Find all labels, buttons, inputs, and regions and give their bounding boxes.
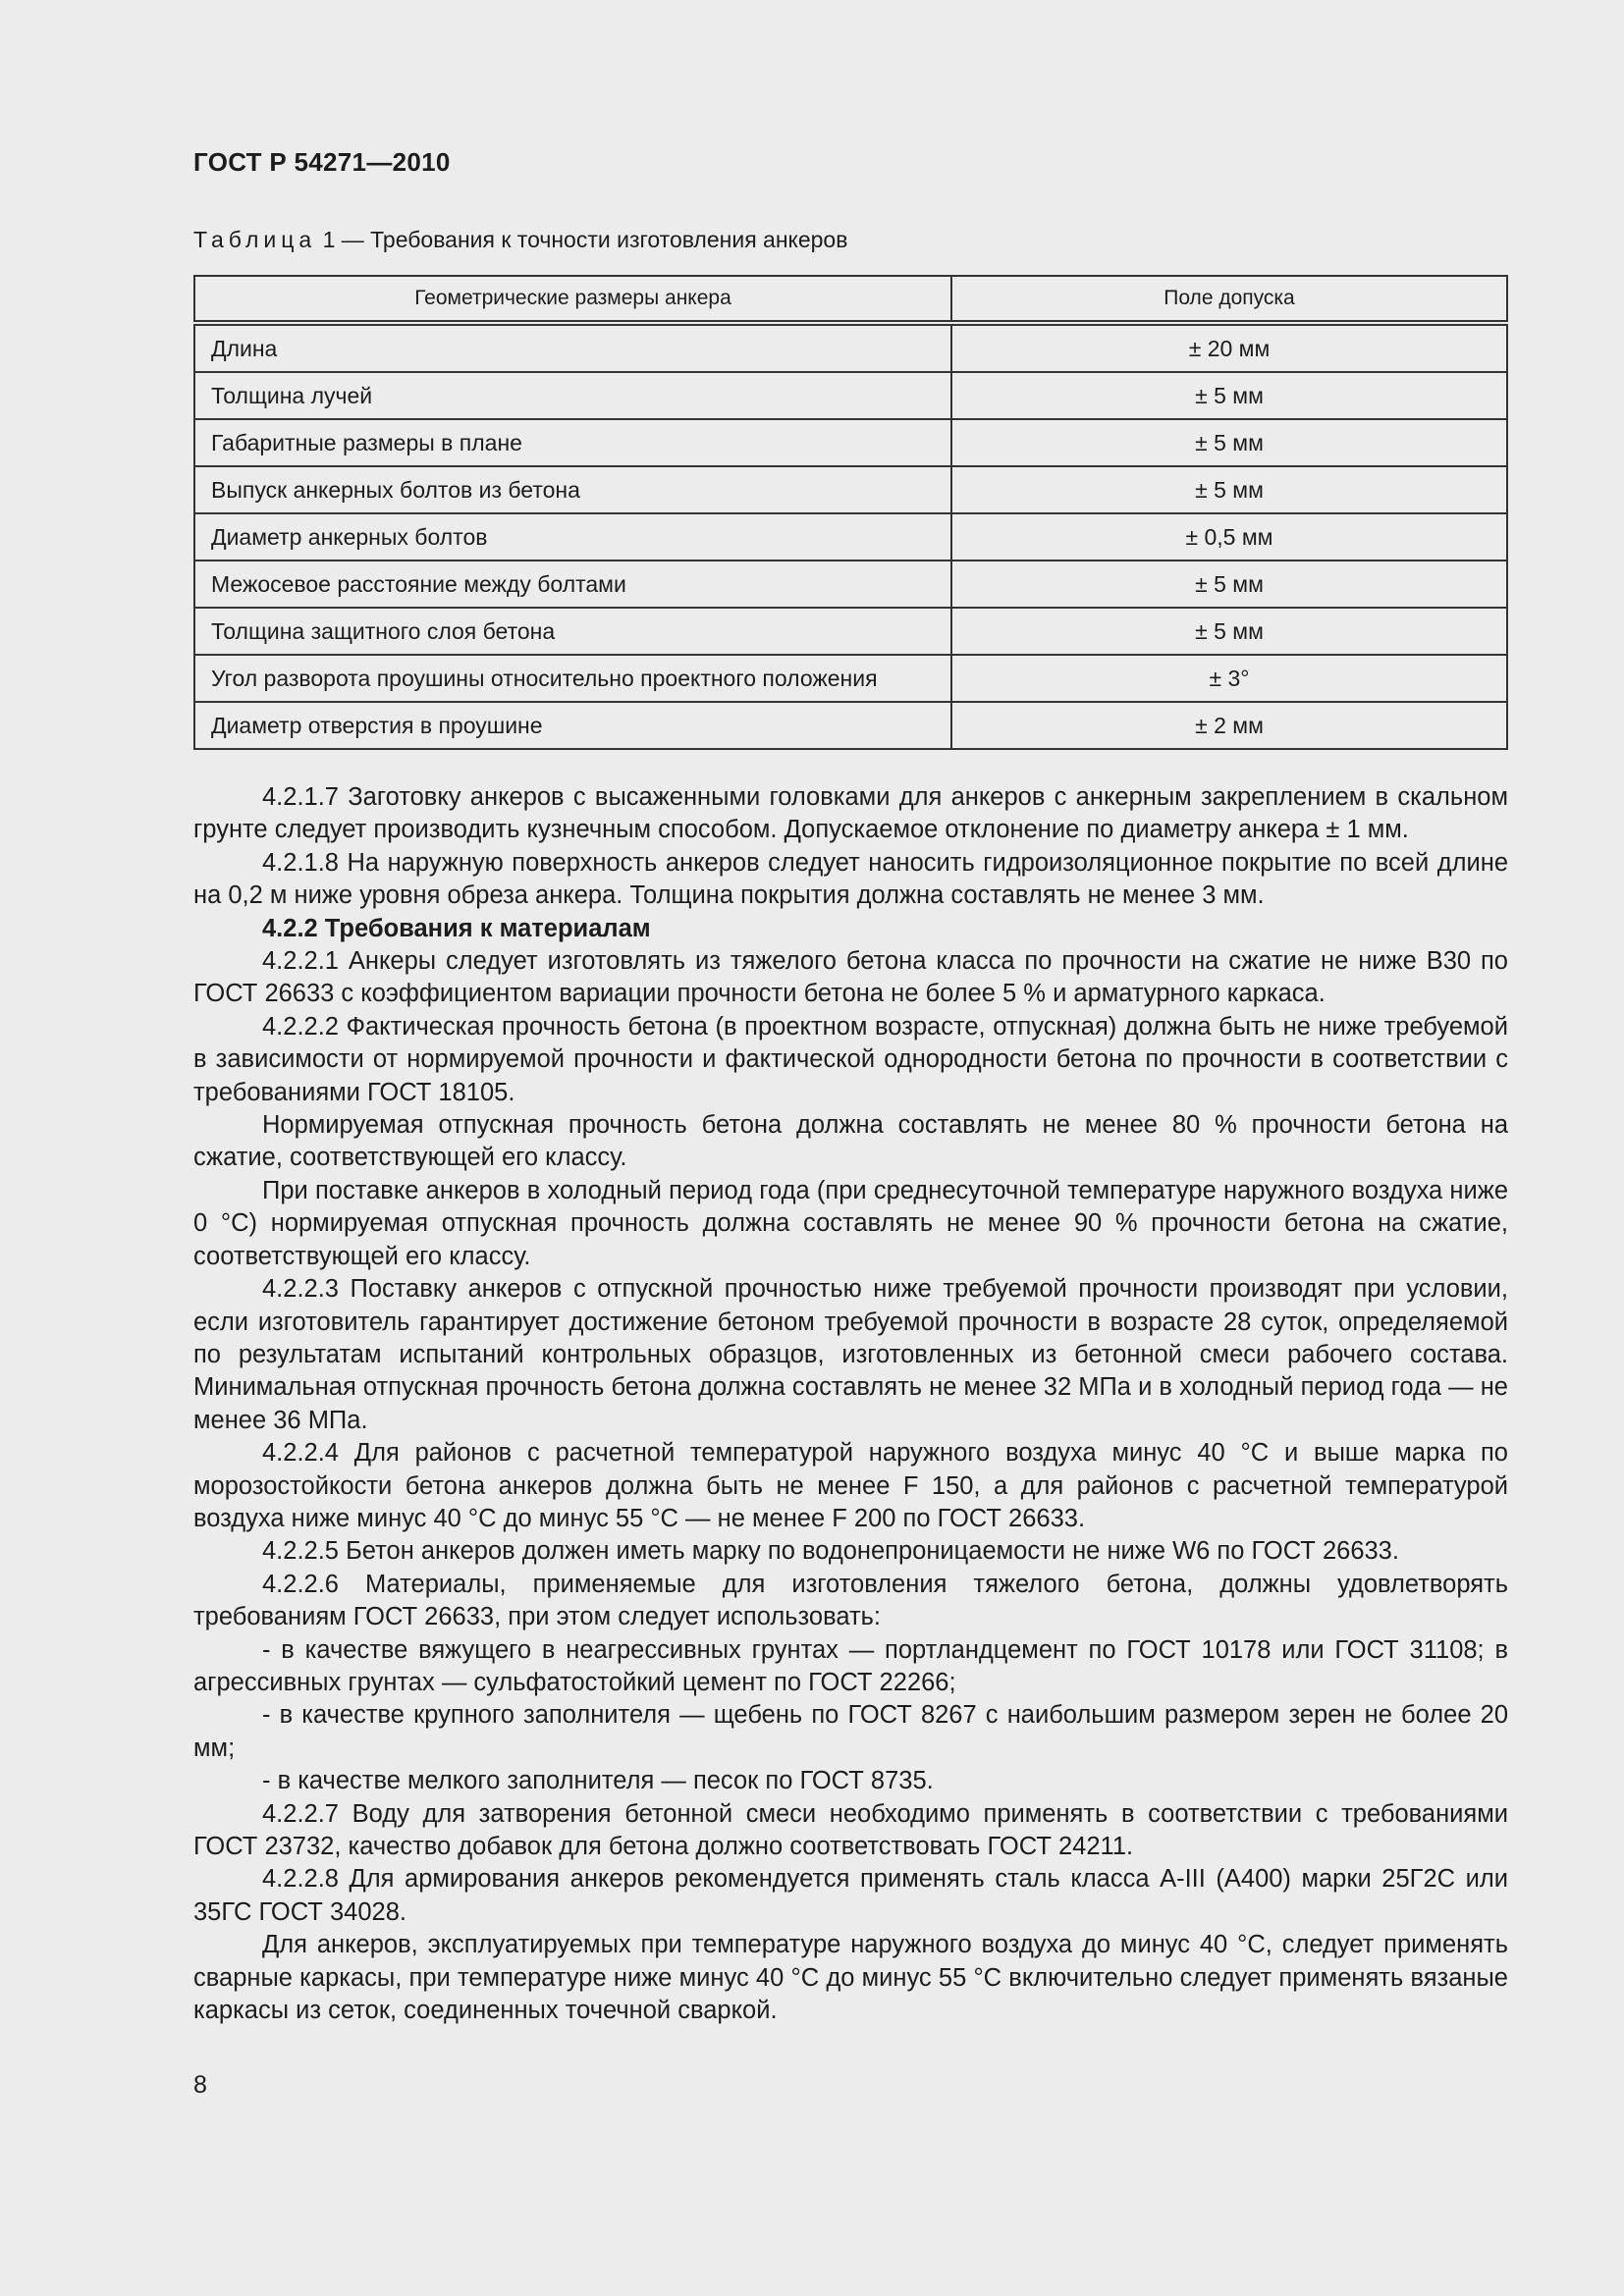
document-header: ГОСТ Р 54271—2010 [193, 147, 451, 177]
table-row [194, 702, 1507, 749]
paragraph: Нормируемая отпускная прочность бетона должна составлять не менее 80 % прочности бетона на сжатие, соответствующей его классу. [193, 1111, 1508, 1172]
table-row [194, 655, 1507, 702]
paragraph: 4.2.2.5 Бетон анкеров должен иметь марку по водонепроницаемости не ниже W6 по ГОСТ 26633. [262, 1537, 1399, 1566]
table-row [194, 372, 1507, 419]
paragraph: 4.2.2.8 Для армирования анкеров рекомендуется применять сталь класса А-III (А400) марки 25Г2С или 35ГС ГОСТ 34028. [193, 1865, 1508, 1926]
tolerance-cell: ± 2 мм [951, 702, 1507, 749]
document-body [193, 781, 1508, 2027]
tolerance-cell: ± 0,5 мм [951, 513, 1507, 561]
parameter-cell: Толщина лучей [194, 372, 951, 419]
parameter-cell: Габаритные размеры в плане [194, 419, 951, 466]
section-heading: 4.2.2 Требования к материалам [262, 914, 651, 942]
tolerance-cell: ± 5 мм [951, 561, 1507, 608]
parameter-cell: Межосевое расстояние между болтами [194, 561, 951, 608]
paragraph: - в качестве мелкого заполнителя — песок по ГОСТ 8735. [262, 1767, 934, 1795]
tolerance-table [193, 275, 1508, 750]
table-row [194, 466, 1507, 513]
table-row [194, 419, 1507, 466]
paragraph: 4.2.2.3 Поставку анкеров с отпускной прочностью ниже требуемой прочности производят при условии, если изготовитель гарантирует достижение бетоном требуемой прочности в возрасте 28 суток, определяемой по результатам испытаний контрольных образцов, изготовленных из бетонной смеси рабочего состава. Минимальная отпускная прочность бетона должна составлять не менее 32 МПа и в холодный период года — не менее 36 МПа. [193, 1275, 1508, 1434]
table-header-row [194, 276, 1507, 323]
parameter-cell: Выпуск анкерных болтов из бетона [194, 466, 951, 513]
tolerance-cell: ± 5 мм [951, 466, 1507, 513]
tolerance-cell: ± 3° [951, 655, 1507, 702]
paragraph: - в качестве крупного заполнителя — щебень по ГОСТ 8267 с наибольшим размером зерен не более 20 мм; [193, 1701, 1508, 1762]
tolerance-cell: ± 5 мм [951, 372, 1507, 419]
paragraph: 4.2.2.6 Материалы, применяемые для изготовления тяжелого бетона, должны удовлетворять требованиям ГОСТ 26633, при этом следует использовать: [193, 1570, 1508, 1631]
table-row [194, 323, 1507, 372]
column-header: Геометрические размеры анкера [194, 276, 951, 323]
parameter-cell: Диаметр анкерных болтов [194, 513, 951, 561]
paragraph: - в качестве вяжущего в неагрессивных грунтах — портландцемент по ГОСТ 10178 или ГОСТ 31108; в агрессивных грунтах — сульфатостойкий цемент по ГОСТ 22266; [193, 1635, 1508, 1696]
page-number: 8 [193, 2071, 207, 2099]
parameter-cell: Толщина защитного слоя бетона [194, 608, 951, 655]
parameter-cell: Угол разворота проушины относительно проектного положения [194, 655, 951, 702]
table-caption-label: Таблица [193, 227, 317, 252]
table-caption-title: 1 — Требования к точности изготовления анкеров [316, 227, 848, 252]
table-row [194, 513, 1507, 561]
tolerance-cell: ± 20 мм [951, 323, 1507, 372]
paragraph: Для анкеров, эксплуатируемых при температуре наружного воздуха до минус 40 °С, следует применять сварные каркасы, при температуре ниже минус 40 °С до минус 55 °С включительно следует применять вязаные каркасы из сеток, соединенных точечной сваркой. [193, 1931, 1508, 2025]
paragraph: 4.2.2.1 Анкеры следует изготовлять из тяжелого бетона класса по прочности на сжатие не ниже В30 по ГОСТ 26633 с коэффициентом вариации прочности бетона не более 5 % и арматурного каркаса. [193, 947, 1508, 1008]
table-caption [193, 227, 847, 253]
parameter-cell: Длина [194, 323, 951, 372]
paragraph: 4.2.1.7 Заготовку анкеров с высаженными головками для анкеров с анкерным закреплением в скальном грунте следует производить кузнечным способом. Допускаемое отклонение по диаметру анкера ± 1 мм. [193, 783, 1508, 844]
table-row [194, 561, 1507, 608]
tolerance-cell: ± 5 мм [951, 608, 1507, 655]
paragraph: При поставке анкеров в холодный период года (при среднесуточной температуре наружного воздуха ниже 0 °С) нормируемая отпускная прочность должна составлять не менее 90 % прочности бетона на сжатие, соответствующей его классу. [193, 1176, 1508, 1270]
table-row [194, 608, 1507, 655]
paragraph: 4.2.2.2 Фактическая прочность бетона (в проектном возрасте, отпускная) должна быть не ниже требуемой в зависимости от нормируемой прочности и фактической однородности бетона по прочности в соответствии с требованиями ГОСТ 18105. [193, 1012, 1508, 1106]
paragraph: 4.2.2.4 Для районов с расчетной температурой наружного воздуха минус 40 °С и выше марка по морозостойкости бетона анкеров должна быть не менее F 150, а для районов с расчетной температурой воздуха ниже минус 40 °С до минус 55 °С — не менее F 200 по ГОСТ 26633. [193, 1439, 1508, 1532]
paragraph: 4.2.1.8 На наружную поверхность анкеров следует наносить гидроизоляционное покрытие по всей длине на 0,2 м ниже уровня обреза анкера. Толщина покрытия должна составлять не менее 3 мм. [193, 848, 1508, 910]
parameter-cell: Диаметр отверстия в проушине [194, 702, 951, 749]
paragraph: 4.2.2.7 Воду для затворения бетонной смеси необходимо применять в соответствии с требованиями ГОСТ 23732, качество добавок для бетона должно соответствовать ГОСТ 24211. [193, 1799, 1508, 1860]
column-header: Поле допуска [951, 276, 1507, 323]
tolerance-cell: ± 5 мм [951, 419, 1507, 466]
